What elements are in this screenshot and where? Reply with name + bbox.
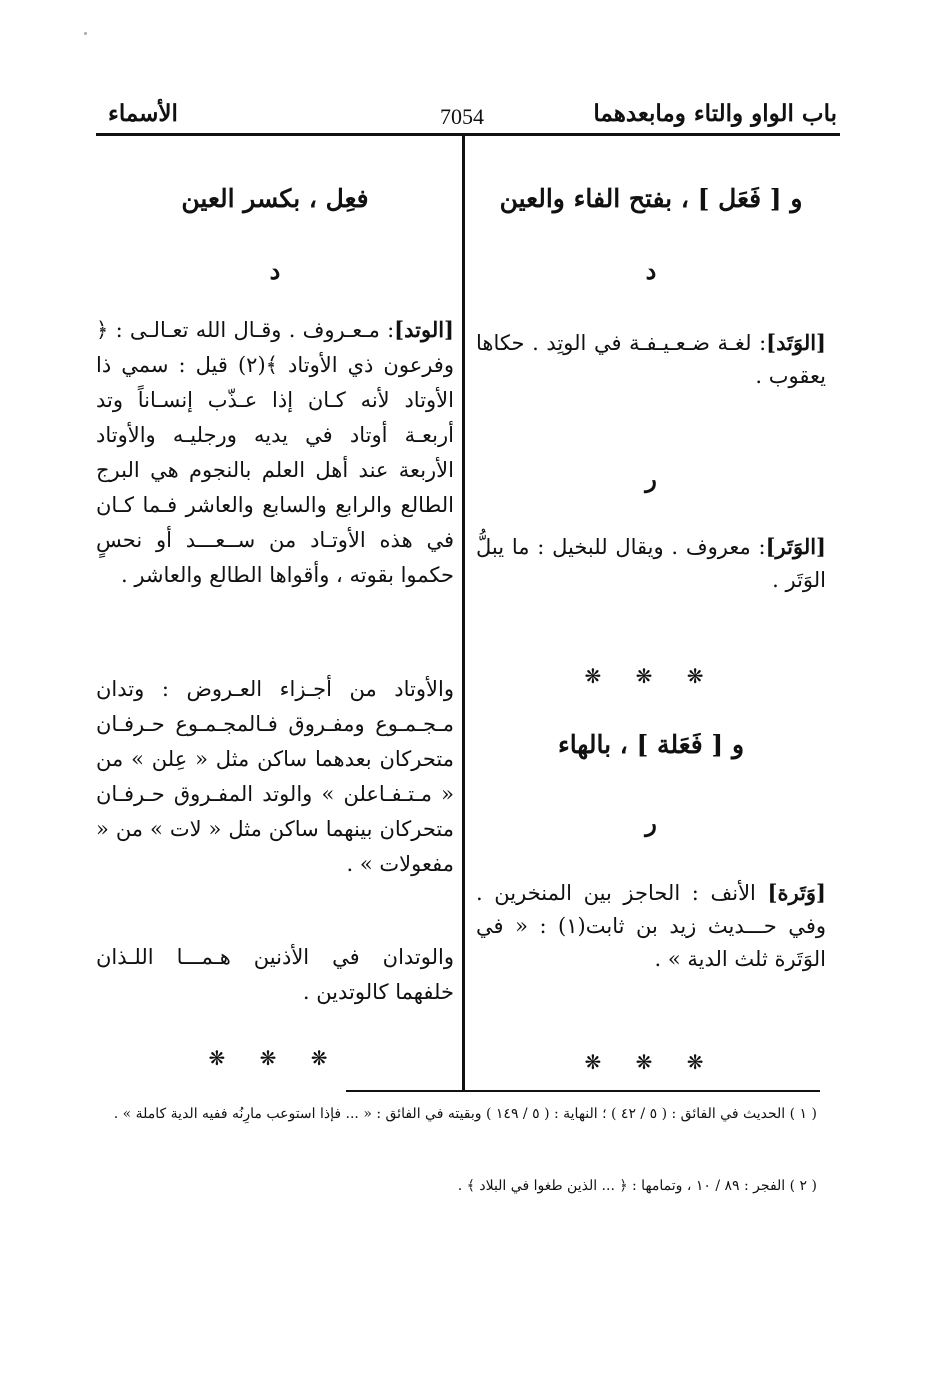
pattern-heading-faala: و [ فَعَلة ] ، بالهاء xyxy=(557,730,745,759)
section-separator-stars: ❋ ❋ ❋ xyxy=(208,1046,342,1070)
entry-text: : مـعـروف . وقـال الله تعـالـى : ﴿ وفرعون ذي الأوتاد ﴾(٢) قيل : سمي ذا الأوتاد لأنه كـان إذا عـذّب إنسـاناً وتد أربعـة أوتاد في يديه ورجليـه والأوتاد الأربعة عند أهل العلم بالنجوم هي البرج الطالع والرابع والسابع والعاشر فـما كـان في هذه الأوتـاد من ســعـــد أو نحسٍ حكموا بقوته ، وأقواها الطالع والعاشر . xyxy=(96,318,454,587)
entry-watad xyxy=(476,326,826,393)
root-letter-dal: د xyxy=(645,256,657,285)
entry-watidan-ears: والوتدان في الأذنين هـمـــا اللـذان خلفهما كالوتدين . xyxy=(96,945,454,1004)
entry-watara xyxy=(476,876,826,976)
column-divider xyxy=(462,136,465,1090)
section-separator-stars: ❋ ❋ ❋ xyxy=(584,664,718,688)
footnote-rule xyxy=(346,1090,820,1092)
entry-awtad-prosody: والأوتاد من أجـزاء العـروض : وتدان مـجـمـوع ومفـروق فـالمجـمـوع حـرفـان متحركان بعدهما ساكن مثل « عِلن » من « مـتـفـاعلن » والوتد المفـروق حـرفـان متحركان بينهما ساكن مثل « لات » من « مفعولات » . xyxy=(96,677,454,876)
pattern-heading-fail: فعِل ، بكسر العين xyxy=(181,184,369,213)
pattern-heading-faal: و [ فَعَل ] ، بفتح الفاء والعين xyxy=(499,184,803,213)
header-rule xyxy=(96,133,840,136)
entry-lemma: [وَتَرة] xyxy=(767,880,826,905)
entry-text: : معروف . ويقال للبخيل : ما يبلُّ الوَتَر . xyxy=(476,535,826,592)
entry-watid xyxy=(96,312,454,593)
footnote-2: ( ٢ ) الفجر : ٨٩ / ١٠ ، وتمامها : ﴿ ... الذين طغوا في البلاد ﴾ . xyxy=(457,1178,817,1194)
entry-text: الأنف : الحاجز بين المنخرين . وفي حـــديث زيد بن ثابت(١) : « في الوَتَرة ثلث الدية » . xyxy=(476,881,826,971)
section-separator-stars: ❋ ❋ ❋ xyxy=(584,1050,718,1074)
entry-watar xyxy=(476,530,826,597)
entry-lemma: [الوَتَر] xyxy=(765,534,826,559)
running-header-category: الأسماء xyxy=(108,100,178,127)
root-letter-ra: ر xyxy=(645,464,657,493)
footnote-1: ( ١ ) الحديث في الفائق : ( ٥ / ٤٢ ) ؛ النهاية : ( ٥ / ١٤٩ ) وبقيته في الفائق : « ... فإذا استوعب مارِنُه ففيه الدية كاملة » . xyxy=(113,1106,817,1122)
root-letter-ra-2: ر xyxy=(645,808,657,837)
entry-lemma: [الوتد] xyxy=(394,317,454,342)
root-letter-dal: د xyxy=(269,256,281,285)
scan-speck xyxy=(84,32,87,35)
running-header-section-title: باب الواو والتاء ومابعدهما xyxy=(593,100,837,127)
entry-lemma: [الوَتَد] xyxy=(766,330,826,355)
page-number: 7054 xyxy=(440,104,484,129)
entry-text: : لغـة ضـعـيـفـة في الوتِد . حكاها يعقوب . xyxy=(476,331,826,388)
